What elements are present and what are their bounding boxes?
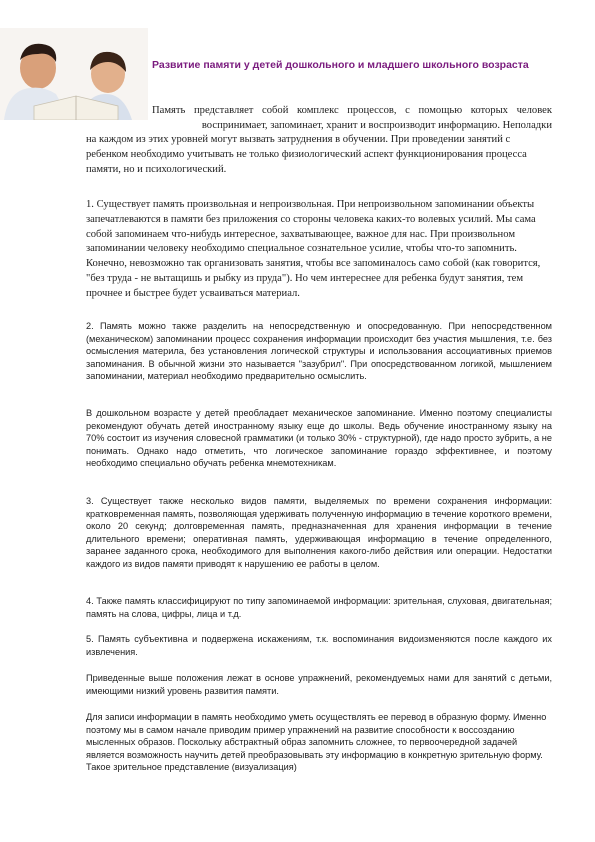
paragraph-direct-memory: 2. Память можно также разделить на непосредственную и опосредованную. При непосредственном (механическом) запоминании процесс сохранения информации происходит без участия мышления, т.е. без осмысления материла, без установления логической структуры и использования ассоциативных приемов запоминания. В обычной жизни это называется "зазубрил". При опосредствованном логикой, мышлением запоминании, материал необходимо предварительно осмыслить. — [86, 321, 552, 382]
intro-paragraph-start: Память представляет собой комплекс процессов, с помощью которых человек воспринимает, запоминает, хранит и воспроизводит информацию. Неполадки — [152, 105, 552, 131]
intro-paragraph-continuation: на каждом из этих уровней могут вызвать затруднения в обучении. При проведении занятий с ребенком необходимо учитывать не только физиологический аспект функционирования процесса памяти, но и психологический. — [86, 134, 527, 175]
paragraph-memory-types: 4. Также память классифицируют по типу запоминаемой информации: зрительная, слуховая, двигательная; память на слова, цифры, лица и т.д. — [86, 596, 552, 619]
paragraph-preschool-memory: В дошкольном возрасте у детей преобладает механическое запоминание. Именно поэтому специалисты рекомендуют обучать детей иностранному языку еще до школы. Ведь обучение иностранному языку на 70% состоит из изучения словесной грамматики (и только 30% - структурной), где надо просто зубрить, а не понимать. Однако надо отметить, что логическое запоминание гораздо эффективнее, и поэтому необходимо специально обучать ребенка мнемотехникам. — [86, 408, 552, 469]
article-title: Развитие памяти у детей дошкольного и младшего школьного возраста — [152, 59, 529, 71]
paragraph-voluntary-memory: 1. Существует память произвольная и непроизвольная. При непроизвольном запоминании объекты запечатлеваются в памяти без приложения со стороны человека каких-то волевых усилий. Мы сама собой запоминаем что-нибудь интересное, захватывающее, важное для нас. При произвольном запоминании человеку необходимо специальное сознательное усилие, чтобы что-то запомнить. Конечно, невозможно так организовать занятия, чтобы все запоминалось само собой (как говорится, "без труда - не вытащишь и рыбку из пруда"). Но чем интереснее для ребенка будут занятия, тем прочнее и быстрее будет усваиваться материал. — [86, 199, 541, 299]
paragraph-memory-subjective: 5. Память субъективна и подвержена искажениям, т.к. воспоминания видоизменяются после каждого их извлечения. — [86, 634, 552, 657]
paragraph-visualization: Для записи информации в память необходимо уметь осуществлять ее перевод в образную форму. Именно поэтому мы в самом начале приводим пример упражнений на развитие способности к воссозданию мысленных образов. Поскольку абстрактный образ запомнить сложнее, то первоочередной задачей является возможность научить детей преобразовывать эту информацию в конкретную зрительную форму. Такое зрительное представление (визуализация) — [86, 712, 547, 773]
family-reading-photo — [0, 28, 148, 120]
paragraph-memory-duration: 3. Существует также несколько видов памяти, выделяемых по времени сохранения информации: кратковременная память, позволяющая удерживать полученную информацию в течение короткого времени, около 20 секунд; долговременная память, предназначенная для хранения информации в течение длительного времени; оперативная память, удерживающая информацию в течение определенного, заранее заданного срока, необходимого для выполнения какого-либо действия или операции. Недостатки каждого из видов памяти приводят к нарушению ее работы в целом. — [86, 496, 553, 569]
paragraph-exercises-basis: Приведенные выше положения лежат в основе упражнений, рекомендуемых нами для занятий с детьми, имеющими низкий уровень развития памяти. — [86, 673, 552, 696]
